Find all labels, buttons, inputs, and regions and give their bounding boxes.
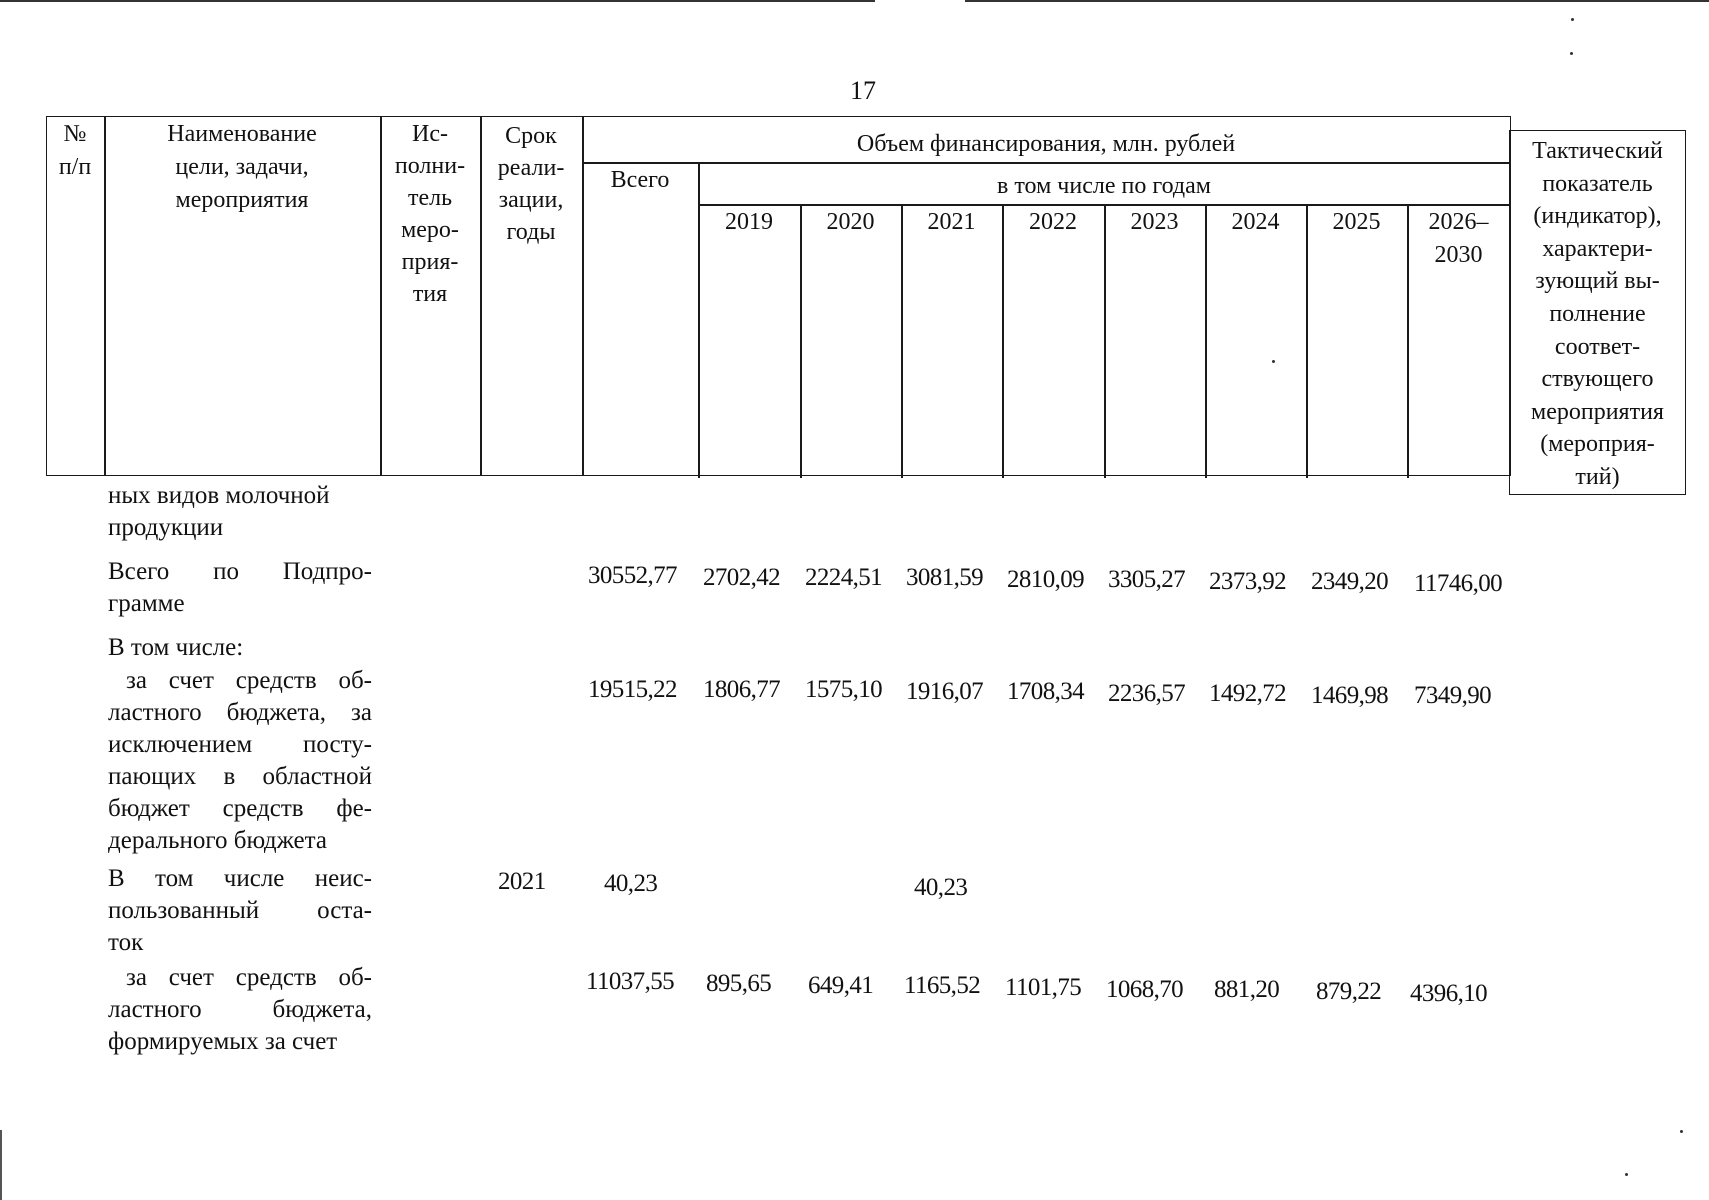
header-year-2023: 2023 <box>1130 209 1179 235</box>
cell-2020: 1575,10 <box>805 676 883 703</box>
divider <box>1104 204 1106 478</box>
cell-total: 11037,55 <box>586 968 675 995</box>
header-year-2025: 2025 <box>1332 209 1381 235</box>
divider <box>582 162 1510 164</box>
page-number: 17 <box>850 76 876 105</box>
header-by-years: в том числе по годам <box>997 173 1211 199</box>
scan-speck <box>1570 52 1573 55</box>
cell-2020: 2224,51 <box>805 564 883 591</box>
cell-2021: 1165,52 <box>904 972 981 999</box>
divider <box>1002 204 1004 478</box>
divider <box>1306 204 1308 478</box>
divider <box>1205 204 1207 478</box>
cell-2023: 3305,27 <box>1108 566 1186 593</box>
header-year-2020: 2020 <box>826 209 875 235</box>
cell-2024: 1492,72 <box>1209 680 1287 707</box>
cell-2026-2030: 11746,00 <box>1414 570 1503 597</box>
cell-2025: 1469,98 <box>1311 682 1389 709</box>
cell-total: 40,23 <box>604 870 658 897</box>
cell-2020: 649,41 <box>808 972 874 999</box>
row-name-unused-remainder: В том числе неис- пользованный оста- ток <box>108 865 372 956</box>
scan-speck <box>1625 1173 1628 1176</box>
cell-2026-2030: 7349,90 <box>1414 682 1492 709</box>
row-name-subprogram-total: Всего по Подпро- грамме <box>108 558 372 617</box>
row-name-regional-budget: за счет средств об- ластного бюджета, за исключением посту- пающих в областной бюджет средств фе- дерального бюджета <box>108 667 372 854</box>
cell-total: 19515,22 <box>588 676 677 703</box>
header-financing-volume: Объем финансирования, млн. рублей <box>856 131 1236 157</box>
cell-2022: 2810,09 <box>1007 566 1085 593</box>
header-term: Срок реали- зации, годы <box>497 123 565 245</box>
header-name: Наименование цели, задачи, мероприятия <box>167 121 317 213</box>
row-name-regional-budget-formed: за счет средств об- ластного бюджета, формируемых за счет <box>108 964 372 1055</box>
header-year-2019: 2019 <box>725 209 773 235</box>
header-total: Всего <box>610 167 670 193</box>
divider <box>901 204 903 478</box>
header-year-2022: 2022 <box>1029 209 1077 235</box>
scan-edge-line-left <box>0 0 875 2</box>
cell-2025: 879,22 <box>1316 978 1382 1005</box>
cell-2019: 2702,42 <box>703 564 781 591</box>
cell-2023: 1068,70 <box>1106 976 1184 1003</box>
header-indicator: Тактический показатель (индикатор), характери- зующий вы- полнение соответ- ствующего мероприятия (мероприя- тий) <box>1531 138 1664 490</box>
cell-2026-2030: 4396,10 <box>1410 980 1488 1007</box>
cell-2024: 2373,92 <box>1209 568 1287 595</box>
cell-term: 2021 <box>498 868 546 895</box>
cell-2021: 3081,59 <box>906 564 984 591</box>
scan-edge-line-right <box>965 0 1709 2</box>
divider <box>800 204 802 478</box>
cell-2019: 895,65 <box>706 970 772 997</box>
cell-2023: 2236,57 <box>1108 680 1186 707</box>
scan-speck <box>1680 1130 1683 1133</box>
cell-2021: 1916,07 <box>906 678 984 705</box>
header-executor: Ис- полни- тель меро- прия- тия <box>394 121 466 307</box>
scan-edge-line-left-margin <box>0 1130 2 1200</box>
header-year-2026-2030: 2026– 2030 <box>1428 209 1489 268</box>
scan-speck <box>1571 18 1574 21</box>
cell-total: 30552,77 <box>588 562 677 589</box>
cell-2024: 881,20 <box>1214 976 1280 1003</box>
header-number: № п/п <box>58 121 92 180</box>
cell-2019: 1806,77 <box>703 676 781 703</box>
cell-2022: 1708,34 <box>1007 678 1085 705</box>
row-name-continuation: ных видов молочной продукции <box>108 482 330 541</box>
row-name-including: В том числе: <box>108 634 244 661</box>
header-year-2021: 2021 <box>927 209 976 235</box>
cell-2021: 40,23 <box>914 874 968 901</box>
cell-2025: 2349,20 <box>1311 568 1389 595</box>
cell-2022: 1101,75 <box>1005 974 1082 1001</box>
header-year-2024: 2024 <box>1231 209 1280 235</box>
